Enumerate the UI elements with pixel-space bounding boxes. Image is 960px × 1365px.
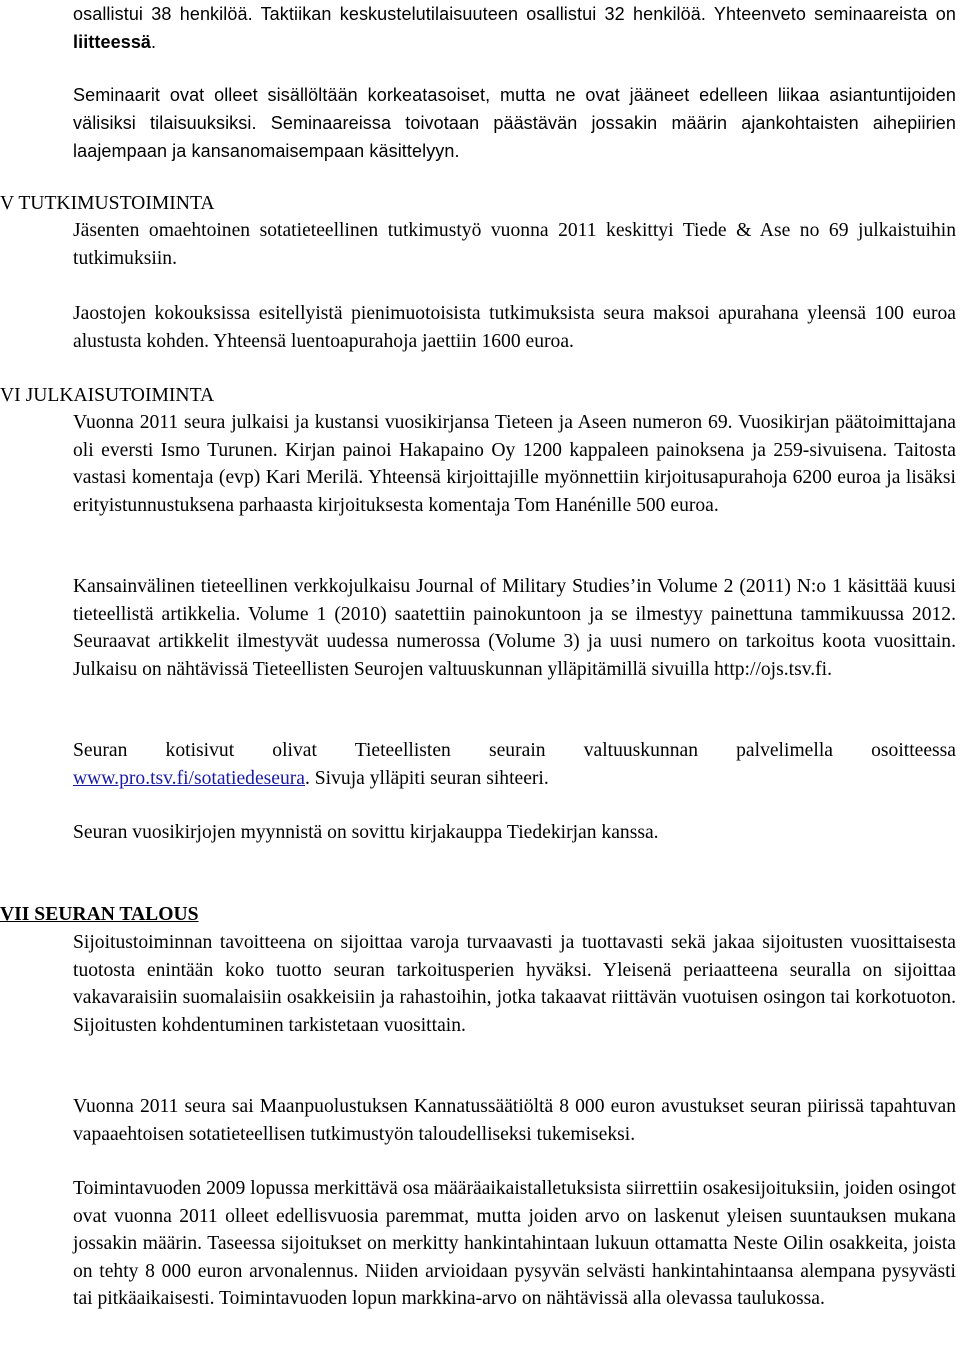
seminars-text-2: Seminaareissa toivotaan päästävän jossakin määrin ajankohtaisten aihepiirien laajempaan ja kansanomaisempaan käsittelyyn. bbox=[73, 113, 956, 161]
section-v-heading: V TUTKIMUSTOIMINTA bbox=[0, 193, 215, 214]
section-vi-paragraph-4: Seuran vuosikirjojen myynnistä on sovittu kirjakauppa Tiedekirjan kanssa. bbox=[73, 822, 659, 843]
homepage-link[interactable]: www.pro.tsv.fi/sotatiedeseura bbox=[73, 767, 305, 789]
section-vi-paragraph-1: Vuonna 2011 seura julkaisi ja kustansi vuosikirjansa Tieteen ja Aseen numeron 69. Vuosikirjan päätoimittajana oli eversti Ismo Turunen. Kirjan painoi Hakapaino Oy 1200 kappaleen painoksena ja 259-sivuisena. Taitosta vastasi komentaja (evp) Kari Merilä. Yhteensä kirjoittajille myönnettiin kirjoitusapurahoja 6200 euroa ja lisäksi erityistunnustuksena parhaasta kirjoituksesta komentaja Tom Hanénille 500 euroa. bbox=[73, 412, 956, 516]
section-vi-paragraph-2: Kansainvälinen tieteellinen verkkojulkaisu Journal of Military Studies’in Volume 2 (2011) N:o 1 käsittää kuusi tieteellistä artikkelia. Volume 1 (2010) saatettiin painokuntoon ja se ilmestyy painettuna tammikuussa 2012. Seuraavat artikkelit ilmestyvät uudessa numerossa (Volume 3) ja uusi numero on tarkoitus koota vuosittain. Julkaisu on nähtävissä Tieteellisten Seurojen valtuuskunnan ylläpitämillä sivuilla http://ojs.tsv.fi. bbox=[73, 576, 956, 680]
homepage-text: Seuran kotisivut olivat Tieteellisten seurain valtuuskunnan palvelimella osoitteessa bbox=[73, 740, 956, 761]
section-vii-paragraph-1: Sijoitustoiminnan tavoitteena on sijoittaa varoja turvaavasti ja tuottavasti sekä jakaa sijoitusten vuosittaisesta tuotosta enintään koko tuotto seuran tarkoitusperien hyväksi. Yleisenä periaatteena seuralla on sijoittaa vakavaraisiin suomalaisiin osakkeisiin ja rahastoihin, jotka takaavat riittävän vuotuisen osingon tai korkotuoton. Sijoitusten kohdentuminen tarkistetaan vuosittain. bbox=[73, 932, 956, 1036]
seminars-paragraph bbox=[73, 81, 956, 165]
section-vii-paragraph-3: Toimintavuoden 2009 lopussa merkittävä osa määräaikaistalletuksista siirrettiin osakesijoituksiin, joiden osingot ovat vuonna 2011 olleet edellisvuosia paremmat, mutta joiden arvo on laskenut yleisen suuntauksen mukana jossakin määrin. Taseessa sijoitukset on merkitty hankintahintaan lukuun ottamatta Neste Oilin osakkeita, joista on tehty 8 000 euron arvonalennus. Niiden arvioidaan pysyvän selvästi hankintahintaansa alempana pysyvästi tai pitkäaikaisesti. Toimintavuoden lopun markkina-arvo on nähtävissä alla olevassa taulukossa. bbox=[73, 1178, 956, 1309]
section-vii-paragraph-2: Vuonna 2011 seura sai Maanpuolustuksen Kannatussäätiöltä 8 000 euron avustukset seuran piirissä tapahtuvan vapaaehtoisen sotatieteellisen tutkimustyön taloudelliseksi tukemiseksi. bbox=[73, 1096, 956, 1145]
section-vii-heading: VII SEURAN TALOUS bbox=[0, 904, 199, 925]
intro-period: . bbox=[151, 32, 157, 52]
homepage-text-end: . Sivuja ylläpiti seuran sihteeri. bbox=[304, 767, 549, 789]
intro-attachment-ref: liitteessä bbox=[73, 32, 152, 52]
seminars-text-1: Seminaarit ovat olleet sisällöltään korkeatasoiset, mutta ne ovat jääneet edelleen liikaa asiantuntijoiden välisiksi tilaisuuksiksi. bbox=[73, 85, 956, 133]
intro-paragraph bbox=[73, 0, 956, 56]
section-v-paragraph-1: Jäsenten omaehtoinen sotatieteellinen tutkimustyö vuonna 2011 keskittyi Tiede & Ase no 69 julkaistuihin tutkimuksiin. bbox=[73, 220, 956, 269]
section-vi-heading: VI JULKAISUTOIMINTA bbox=[0, 385, 215, 406]
section-vi-paragraph-3 bbox=[73, 737, 956, 792]
section-v-paragraph-2: Jaostojen kokouksissa esitellyistä pienimuotoisista tutkimuksista seura maksoi apurahana yleensä 100 euroa alustusta kohden. Yhteensä luentoapurahoja jaettiin 1600 euroa. bbox=[73, 303, 956, 352]
intro-text: osallistui 38 henkilöä. Taktiikan keskustelutilaisuuteen osallistui 32 henkilöä. Yhteenveto seminaareista on bbox=[73, 4, 956, 24]
